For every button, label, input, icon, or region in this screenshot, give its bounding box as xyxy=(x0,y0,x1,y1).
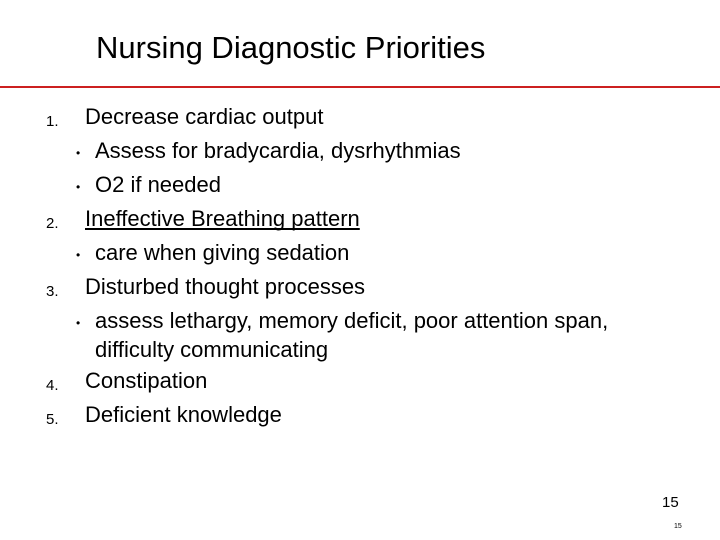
sub-list-item xyxy=(0,170,720,204)
item-text: Ineffective Breathing pattern xyxy=(85,206,360,231)
item-number: 1. xyxy=(46,113,59,130)
item-text: Deficient knowledge xyxy=(85,402,282,427)
bullet-icon: • xyxy=(76,316,81,330)
item-text: Disturbed thought processes xyxy=(85,274,366,299)
item-number: 4. xyxy=(46,377,59,394)
sub-list-item xyxy=(0,238,720,272)
bullet-icon: • xyxy=(76,248,81,262)
sub-item-text: assess lethargy, memory deficit, poor attention span, difficulty communicating xyxy=(95,308,609,362)
list-item xyxy=(0,102,720,136)
bullet-icon: • xyxy=(76,180,81,194)
title-divider xyxy=(0,86,720,88)
item-number: 2. xyxy=(46,215,59,232)
page-number: 15 xyxy=(662,494,679,511)
sub-list-item xyxy=(0,136,720,170)
item-text: Decrease cardiac output xyxy=(85,104,324,129)
item-number: 5. xyxy=(46,411,59,428)
sub-list-item xyxy=(0,306,720,364)
list-item xyxy=(0,272,720,306)
list-item xyxy=(0,366,720,400)
sub-item-text: care when giving sedation xyxy=(95,240,350,265)
sub-item-text: O2 if needed xyxy=(95,172,221,197)
bullet-icon: • xyxy=(76,146,81,160)
page-number-footer: 15 xyxy=(674,523,682,530)
diagnosis-list xyxy=(0,102,720,434)
list-item xyxy=(0,204,720,238)
item-number: 3. xyxy=(46,283,59,300)
sub-item-text: Assess for bradycardia, dysrhythmias xyxy=(95,138,461,163)
item-text: Constipation xyxy=(85,368,208,393)
slide-title: Nursing Diagnostic Priorities xyxy=(96,30,486,65)
list-item xyxy=(0,400,720,434)
